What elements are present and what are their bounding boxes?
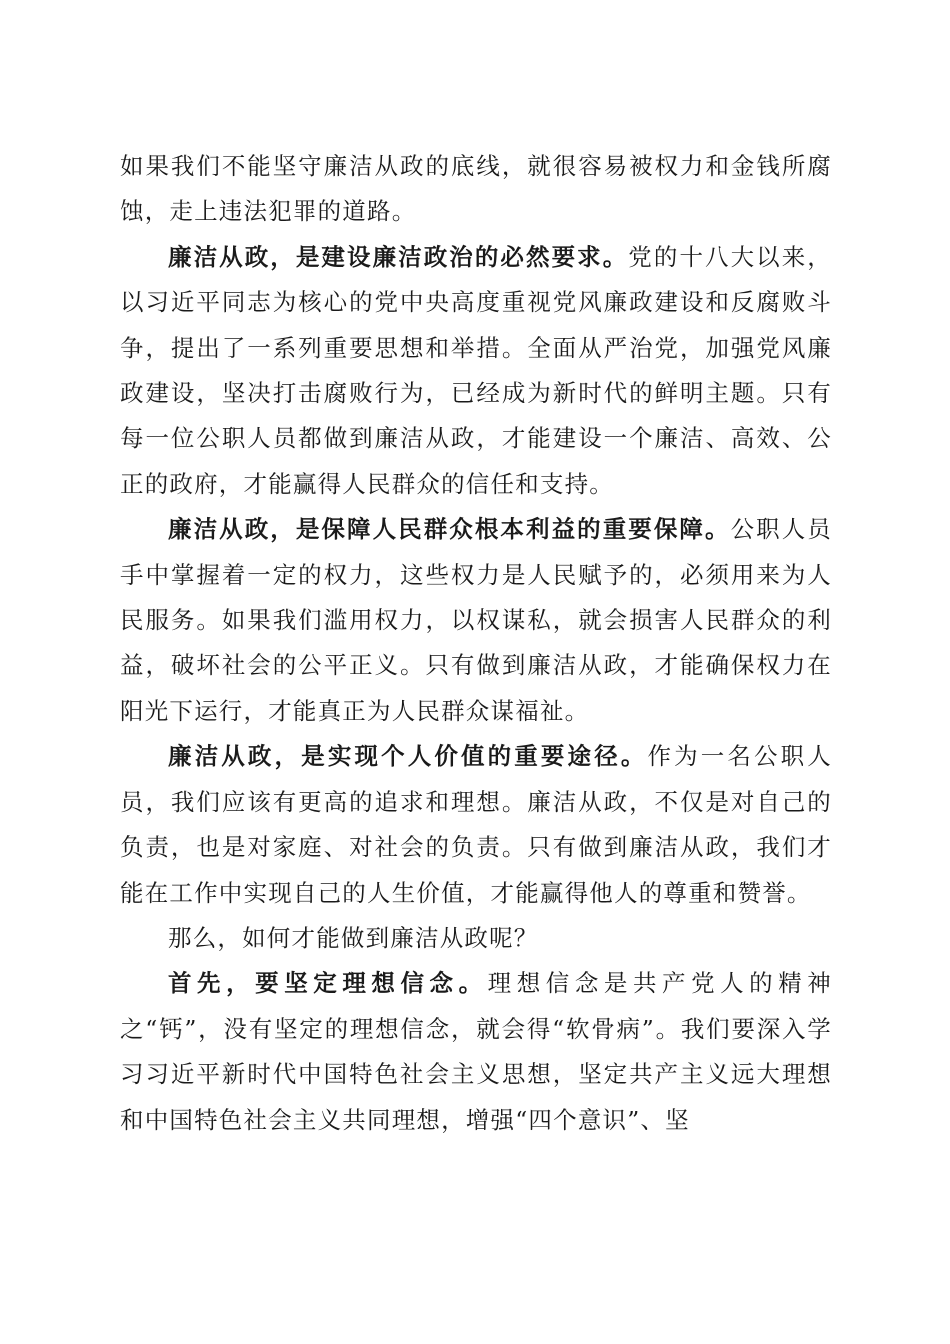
paragraph-3-lead: 廉洁从政，是保障人民群众根本利益的重要保障。: [168, 515, 731, 544]
paragraph-4-lead: 廉洁从政，是实现个人价值的重要途径。: [168, 742, 648, 771]
document-body: [120, 144, 832, 1143]
paragraph-5: [120, 916, 832, 961]
paragraph-2-text: 党的十八大以来，以习近平同志为核心的党中央高度重视党风廉政建设和反腐败斗争，提出了一系列重要思想和举措。全面从严治党，加强党风廉政建设，坚决打击腐败行为，已经成为新时代的鲜明主题。只有每一位公职人员都做到廉洁从政，才能建设一个廉洁、高效、公正的政府，才能赢得人民群众的信任和支持。: [120, 242, 832, 498]
paragraph-2-lead: 廉洁从政，是建设廉洁政治的必然要求。: [168, 242, 629, 271]
paragraph-1: [120, 144, 832, 235]
paragraph-2: [120, 235, 832, 507]
paragraph-1-text: 如果我们不能坚守廉洁从政的底线，就很容易被权力和金钱所腐蚀，走上违法犯罪的道路。: [120, 152, 832, 226]
paragraph-5-text: 那么，如何才能做到廉洁从政呢？: [168, 923, 539, 952]
paragraph-4: [120, 734, 832, 916]
paragraph-6-text: 理想信念是共产党人的精神之“钙”，没有坚定的理想信念，就会得“软骨病”。我们要深入学习习近平新时代中国特色社会主义思想，坚定共产主义远大理想和中国特色社会主义共同理想，增强“四个意识”、坚: [120, 969, 833, 1134]
paragraph-6: [120, 961, 832, 1143]
paragraph-4-text: 作为一名公职人员，我们应该有更高的追求和理想。廉洁从政，不仅是对自己的负责，也是对家庭、对社会的负责。只有做到廉洁从政，我们才能在工作中实现自己的人生价值，才能赢得他人的尊重和赞誉。: [120, 742, 832, 907]
paragraph-3-text: 公职人员手中掌握着一定的权力，这些权力是人民赋予的，必须用来为人民服务。如果我们滥用权力，以权谋私，就会损害人民群众的利益，破坏社会的公平正义。只有做到廉洁从政，才能确保权力在阳光下运行，才能真正为人民群众谋福祉。: [120, 515, 832, 725]
paragraph-3: [120, 507, 832, 734]
paragraph-6-lead: 首先，要坚定理想信念。: [168, 969, 488, 998]
